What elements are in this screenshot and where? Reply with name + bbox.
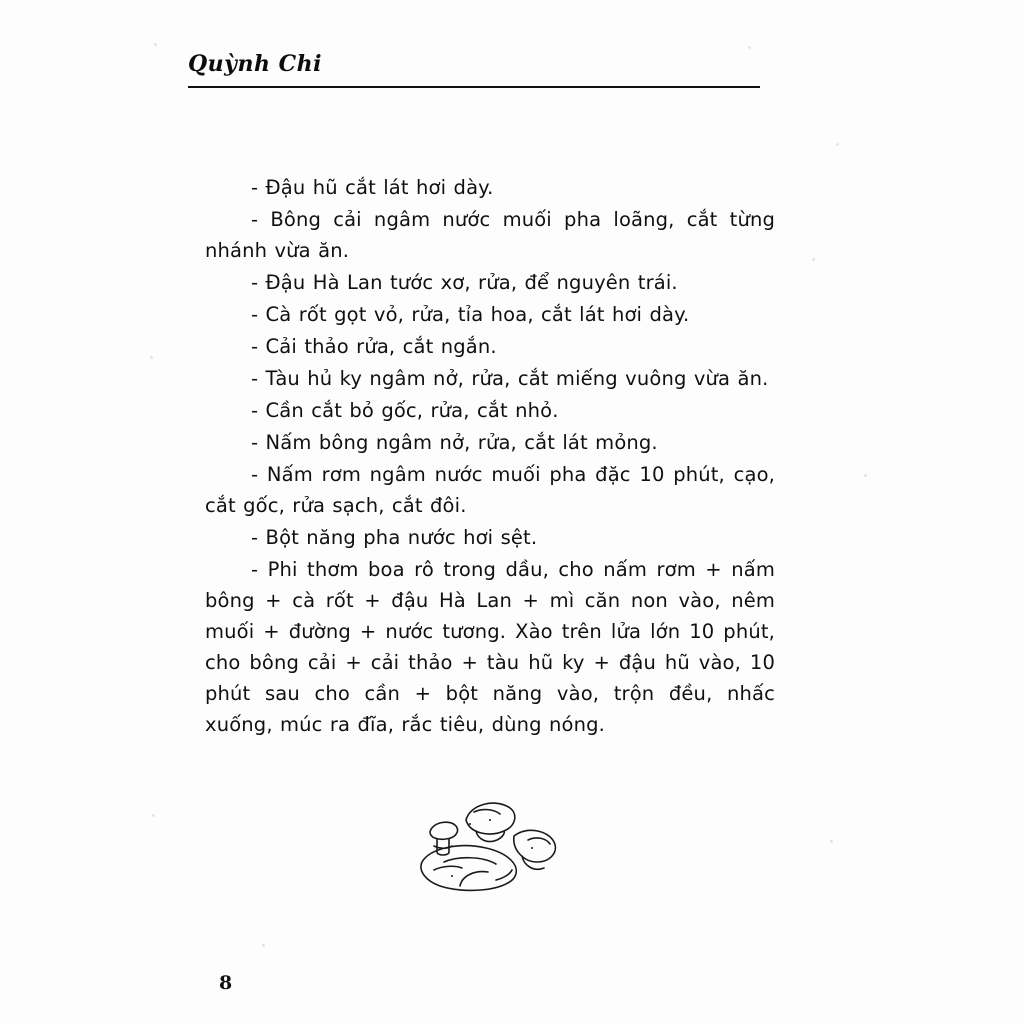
body-paragraph: - Đậu hũ cắt lát hơi dày. xyxy=(251,176,494,199)
scan-speck xyxy=(150,356,153,359)
page-number: 8 xyxy=(219,972,233,994)
body-paragraph: - Đậu Hà Lan tước xơ, rửa, để nguyên trái. xyxy=(251,271,678,294)
body-paragraph: - Phi thơm boa rô trong dầu, cho nấm rơm + nấm bông + cà rốt + đậu Hà Lan + mì căn non vào, nêm muối + đường + nước tương. Xào trên lửa lớn 10 phút, cho bông cải + cải thảo + tàu hũ ky + đậu hũ vào, 10 phút sau cho cần + bột năng vào, trộn đều, nhấc xuống, múc ra đĩa, rắc tiêu, dùng nóng. xyxy=(205,558,775,736)
scan-speck xyxy=(748,46,751,49)
body-paragraph: - Nấm bông ngâm nở, rửa, cắt lát mỏng. xyxy=(251,431,658,454)
page-body xyxy=(205,172,775,741)
body-paragraph: - Cải thảo rửa, cắt ngắn. xyxy=(251,335,497,358)
scan-speck xyxy=(262,944,265,947)
author-name: Quỳnh Chi xyxy=(188,51,322,77)
body-paragraph: - Bông cải ngâm nước muối pha loãng, cắt từng nhánh vừa ăn. xyxy=(205,208,775,262)
body-paragraph: - Cần cắt bỏ gốc, rửa, cắt nhỏ. xyxy=(251,399,559,422)
scan-speck xyxy=(830,840,833,843)
body-paragraph: - Tàu hủ ky ngâm nở, rửa, cắt miếng vuông vừa ăn. xyxy=(251,367,769,390)
scan-speck xyxy=(864,474,867,477)
page-header xyxy=(188,52,760,88)
body-paragraph: - Cà rốt gọt vỏ, rửa, tỉa hoa, cắt lát hơi dày. xyxy=(251,303,690,326)
header-divider xyxy=(188,86,760,88)
scan-speck xyxy=(812,258,815,261)
mushrooms-illustration xyxy=(404,790,594,905)
body-paragraph: - Bột năng pha nước hơi sệt. xyxy=(251,526,538,549)
scan-speck xyxy=(154,43,157,46)
scan-speck xyxy=(152,814,155,817)
body-paragraph: - Nấm rơm ngâm nước muối pha đặc 10 phút, cạo, cắt gốc, rửa sạch, cắt đôi. xyxy=(205,463,775,517)
scan-speck xyxy=(836,143,839,146)
